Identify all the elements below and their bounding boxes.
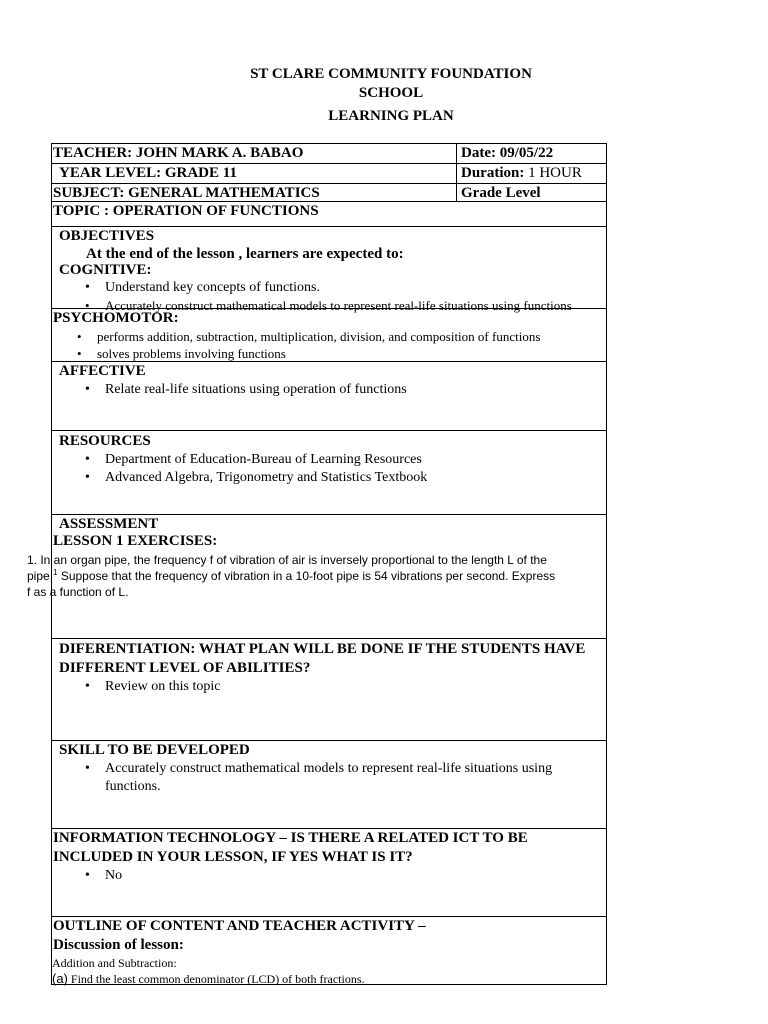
objectives-heading: OBJECTIVES bbox=[59, 228, 155, 244]
cognitive-item: • Accurately construct mathematical models to represent real-life situations using functions bbox=[52, 297, 606, 314]
resources-item: • Advanced Algebra, Trigonometry and Statistics Textbook bbox=[52, 469, 606, 487]
duration-value: 1 HOUR bbox=[524, 165, 582, 181]
resources-list bbox=[52, 451, 606, 487]
resources-row bbox=[52, 431, 606, 515]
differentiation-heading-line1: DIFERENTIATION: WHAT PLAN WILL BE DONE IF THE STUDENTS HAVE bbox=[59, 641, 586, 657]
psychomotor-item: • solves problems involving functions bbox=[52, 345, 606, 362]
topic-cell: TOPIC : OPERATION OF FUNCTIONS bbox=[53, 203, 319, 219]
date-cell: Date: 09/05/22 bbox=[461, 145, 554, 161]
objectives-intro: At the end of the lesson , learners are expected to: bbox=[86, 246, 404, 262]
psychomotor-row bbox=[52, 309, 606, 362]
assessment-heading: ASSESSMENT bbox=[59, 516, 159, 532]
learning-plan-table bbox=[27, 143, 607, 986]
differentiation-list bbox=[52, 678, 606, 696]
differentiation-row bbox=[52, 639, 606, 741]
subject-cell: SUBJECT: GENERAL MATHEMATICS bbox=[52, 184, 457, 201]
ict-heading-line2: INCLUDED IN YOUR LESSON, IF YES WHAT IS IT? bbox=[53, 849, 413, 865]
skill-row bbox=[52, 741, 606, 829]
resources-item: • Department of Education-Bureau of Learning Resources bbox=[52, 451, 606, 469]
skill-item-line: functions. bbox=[105, 779, 161, 794]
psychomotor-heading: PSYCHOMOTOR: bbox=[53, 310, 179, 326]
year-level-row bbox=[52, 164, 606, 184]
skill-heading: SKILL TO BE DEVELOPED bbox=[59, 742, 250, 758]
outline-line: Addition and Subtraction: bbox=[52, 956, 177, 970]
ict-item: • No bbox=[52, 867, 606, 885]
assessment-question bbox=[27, 552, 606, 600]
skill-list bbox=[52, 760, 606, 796]
affective-row bbox=[52, 362, 606, 431]
ict-row bbox=[52, 829, 606, 917]
year-level-cell: YEAR LEVEL: GRADE 11 bbox=[52, 164, 457, 183]
psychomotor-list bbox=[52, 328, 606, 362]
outline-heading: OUTLINE OF CONTENT AND TEACHER ACTIVITY – bbox=[53, 918, 426, 934]
skill-item-line: • Accurately construct mathematical models to represent real-life situations using bbox=[105, 761, 553, 776]
outline-row bbox=[52, 917, 606, 984]
teacher-row bbox=[52, 144, 606, 164]
affective-item: • Relate real-life situations using operation of functions bbox=[52, 381, 606, 399]
grade-level-cell: Grade Level bbox=[461, 185, 541, 201]
outline-item-label: (a) bbox=[52, 971, 68, 986]
assessment-question-line bbox=[27, 568, 606, 584]
school-name-line1: ST CLARE COMMUNITY FOUNDATION bbox=[250, 66, 532, 82]
outline-line bbox=[52, 971, 606, 987]
lesson-exercises-heading: LESSON 1 EXERCISES: bbox=[53, 533, 218, 549]
psychomotor-item: • performs addition, subtraction, multiplication, division, and composition of functions bbox=[52, 328, 606, 345]
assessment-row bbox=[27, 515, 606, 639]
teacher-cell: TEACHER: JOHN MARK A. BABAO bbox=[52, 144, 457, 163]
discussion-heading: Discussion of lesson: bbox=[53, 937, 184, 953]
affective-list bbox=[52, 381, 606, 399]
topic-row bbox=[52, 202, 606, 227]
affective-heading: AFFECTIVE bbox=[59, 363, 146, 379]
objectives-row bbox=[52, 227, 606, 313]
resources-heading: RESOURCES bbox=[59, 433, 151, 449]
subject-row bbox=[52, 184, 606, 202]
assessment-question-line: f as a function of L. bbox=[27, 585, 129, 599]
skill-item bbox=[52, 760, 606, 796]
duration-cell bbox=[457, 164, 606, 183]
differentiation-heading-line2: DIFFERENT LEVEL OF ABILITIES? bbox=[59, 660, 311, 676]
footnote-marker: 1 bbox=[53, 568, 58, 577]
cognitive-item: • Understand key concepts of functions. bbox=[52, 279, 606, 297]
assessment-question-line: 1. In an organ pipe, the frequency f of vibration of air is inversely proportional to the length L of the bbox=[27, 553, 547, 567]
duration-label: Duration: bbox=[461, 165, 525, 181]
cognitive-heading: COGNITIVE: bbox=[59, 262, 152, 278]
differentiation-item: • Review on this topic bbox=[52, 678, 606, 696]
assessment-question-text: Suppose that the frequency of vibration in a 10-foot pipe is 54 vibrations per second. Express bbox=[57, 569, 556, 583]
ict-list bbox=[52, 867, 606, 885]
school-name-line2: SCHOOL bbox=[358, 85, 424, 101]
ict-heading-line1: INFORMATION TECHNOLOGY – IS THERE A RELATED ICT TO BE bbox=[53, 830, 528, 846]
outline-item-text: Find the least common denominator (LCD) of both fractions. bbox=[67, 972, 365, 986]
document-title: LEARNING PLAN bbox=[328, 108, 454, 124]
assessment-question-text: pipe. bbox=[27, 569, 54, 583]
